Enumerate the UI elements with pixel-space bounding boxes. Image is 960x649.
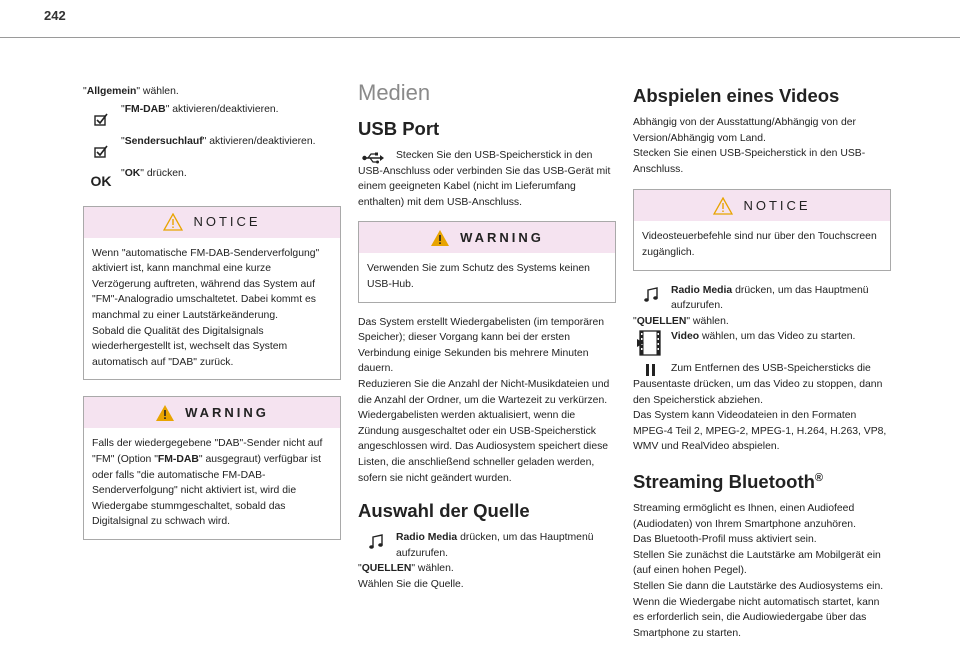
heading-source-selection: Auswahl der Quelle	[358, 500, 530, 522]
header-divider	[0, 37, 960, 38]
warning-fm-dab: FM-DAB	[157, 453, 199, 465]
fm-dab-rest: " aktivieren/deaktivieren.	[165, 103, 279, 115]
radio-media-row	[358, 530, 616, 561]
warning-triangle-icon	[430, 229, 450, 247]
warning-triangle-icon	[155, 404, 175, 422]
quellen-label: QUELLEN	[636, 315, 687, 327]
ok-label: OK	[124, 167, 141, 179]
video-text	[671, 329, 891, 345]
notice-box-video	[633, 189, 891, 270]
warning-box	[83, 396, 341, 540]
warning-title: WARNING	[460, 230, 544, 246]
notice-title: NOTICE	[193, 214, 261, 230]
radio-media-text	[396, 530, 616, 561]
quellen-label: QUELLEN	[361, 563, 412, 575]
warning-text: Verwenden Sie zum Schutz des Systems keinen USB-Hub.	[367, 263, 590, 290]
sender-text: "Sendersuchlauf" aktivieren/deaktivieren.	[121, 135, 316, 147]
video-rest: wählen, um das Video zu starten.	[699, 331, 856, 343]
radio-media-label: Radio Media	[671, 284, 733, 296]
registered-mark: ®	[814, 471, 824, 484]
warning-header	[359, 222, 615, 253]
music-note-icon	[364, 532, 388, 552]
heading-video: Abspielen eines Videos	[633, 85, 840, 106]
fm-dab-text: "FM-DAB" aktivieren/deaktivieren.	[121, 103, 279, 115]
allgemein-label: Allgemein	[86, 86, 137, 97]
video-label: Video	[671, 331, 700, 343]
usb-text: Stecken Sie den USB-Speicherstick in den USB-Anschluss oder verbinden Sie das USB-Gerät mit einem geeigneten Kabel (nicht im Lieferumfang enthalten) mit dem USB-Anschluss.	[358, 150, 611, 208]
radio-media-row	[633, 283, 891, 314]
page-number: 242	[44, 8, 66, 23]
usb-icon	[362, 152, 384, 170]
video-film-icon	[635, 329, 665, 357]
notice-header	[84, 207, 340, 238]
video-intro-text: Abhängig von der Ausstattung/Abhängig von der Version/Abhängig vom Land. Stecken Sie einen USB-Speicherstick in den USB-Anschluss.	[633, 117, 866, 175]
ok-row	[83, 166, 341, 190]
warning-text-part2: " ausgegraut) verfügbar ist oder falls "die automatische FM-DAB-Senderverfolgung" nicht aktiviert ist, wird die Wiedergabe stummgeschaltet, sobald das Digitalsignal zu schwach wird.	[92, 453, 321, 528]
heading-streaming-bluetooth	[633, 467, 891, 493]
pause-paragraph	[633, 361, 891, 455]
warning-text	[84, 428, 340, 539]
pause-text: Zum Entfernen des USB-Speichersticks die Pausentaste drücken, um das Video zu stoppen, dann den Speicherstick abziehen. Das System kann Videodateien in den Formaten MPEG-4 Teil 2, MPEG-2, MPEG-1, H.264, H.263, VP8, WMV und RealVideo abspielen.	[633, 363, 887, 453]
ok-rest: " drücken.	[140, 167, 187, 179]
select-general-line: "Allgemein" wählen.	[83, 86, 179, 97]
notice-title: NOTICE	[743, 198, 811, 214]
column-1	[83, 84, 341, 540]
caution-triangle-icon	[713, 197, 733, 215]
warning-box-usb	[358, 221, 616, 302]
caution-triangle-icon	[163, 213, 183, 231]
column-2	[358, 80, 616, 592]
ok-icon: OK	[90, 172, 112, 189]
quellen-rest: " wählen.	[686, 315, 729, 327]
bt-heading-text: Streaming Bluetooth	[633, 471, 815, 493]
sendersuchlauf-label: Sendersuchlauf	[124, 135, 203, 147]
fm-dab-row	[83, 102, 341, 126]
ok-text: "OK" drücken.	[121, 167, 187, 179]
pause-icon	[646, 364, 656, 382]
bluetooth-text: Streaming ermöglicht es Ihnen, einen Audiofeed (Audiodaten) von Ihrem Smartphone anzuhören. Das Bluetooth-Profil muss aktiviert sein. Stellen Sie zunächst die Lautstärke am Mobilgerät ein (auf einen hohen Pegel). Stellen Sie dann die Lautstärke des Audiosystems ein. Wenn die Wiedergabe nicht automatisch startet, kann es erforderlich sein, die Audiowiedergabe über das Smartphone zu starten.	[633, 503, 884, 639]
notice-text: Wenn "automatische FM-DAB-Senderverfolgung" aktiviert ist, kann manchmal eine kurze Verzögerung auftreten, während das System auf "FM"-Analogradio umschaltetet. Dabei kommt es manchmal zu einer Lautstärkeänderung. Sobald die Qualität des Digitalsignals wiederhergestellt ist, wechselt das System automatisch auf "DAB" zurück.	[92, 247, 320, 368]
sender-row	[83, 134, 341, 158]
notice-text: Videosteuerbefehle sind nur über den Touchscreen zugänglich.	[642, 231, 877, 258]
heading-usb-port: USB Port	[358, 118, 440, 139]
line1-rest: " wählen.	[136, 86, 179, 97]
notice-box	[83, 206, 341, 381]
column-3	[633, 80, 891, 641]
playlist-text: Das System erstellt Wiedergabelisten (im temporären Speicher); dieser Vorgang kann bei der ersten Verbindung einige Sekunden bis mehrere Minuten dauern. Reduzieren Sie die Anzahl der Nicht-Musikdateien und die Anzahl der Ordner, um die Wartezeit zu verkürzen. Wiedergabelisten werden aktualisiert, wenn die Zündung ausgeschaltet oder ein USB-Speicherstick angeschlossen wird. Das Audiosystem speichert diese Listen, die anschließend schneller geladen werden, sofern sie nicht geändert wurden.	[358, 316, 610, 484]
music-note-icon	[639, 285, 663, 305]
checkbox-icon	[89, 110, 113, 130]
warning-title: WARNING	[185, 405, 269, 421]
radio-media-rest: drücken, um das Hauptmenü aufzurufen.	[671, 284, 869, 312]
quellen-line: "QUELLEN" wählen.	[633, 315, 729, 327]
choose-source-text: Wählen Sie die Quelle.	[358, 578, 464, 590]
radio-media-rest: drücken, um das Hauptmenü aufzurufen.	[396, 532, 594, 559]
sender-rest: " aktivieren/deaktivieren.	[202, 135, 316, 147]
warning-text-part1: Falls der wiedergegebene "DAB"-Sender nicht auf "FM" (Option "	[92, 438, 323, 465]
video-row	[633, 329, 891, 357]
heading-medien: Medien	[358, 80, 431, 105]
notice-header	[634, 190, 890, 221]
quellen-line: "QUELLEN" wählen.	[358, 563, 454, 575]
fm-dab-label: FM-DAB	[124, 103, 166, 115]
quellen-rest: " wählen.	[411, 563, 454, 575]
radio-media-label: Radio Media	[396, 532, 458, 544]
usb-paragraph	[358, 148, 616, 210]
radio-media-text	[671, 283, 891, 314]
warning-header	[84, 397, 340, 428]
checkbox-icon	[89, 142, 113, 162]
